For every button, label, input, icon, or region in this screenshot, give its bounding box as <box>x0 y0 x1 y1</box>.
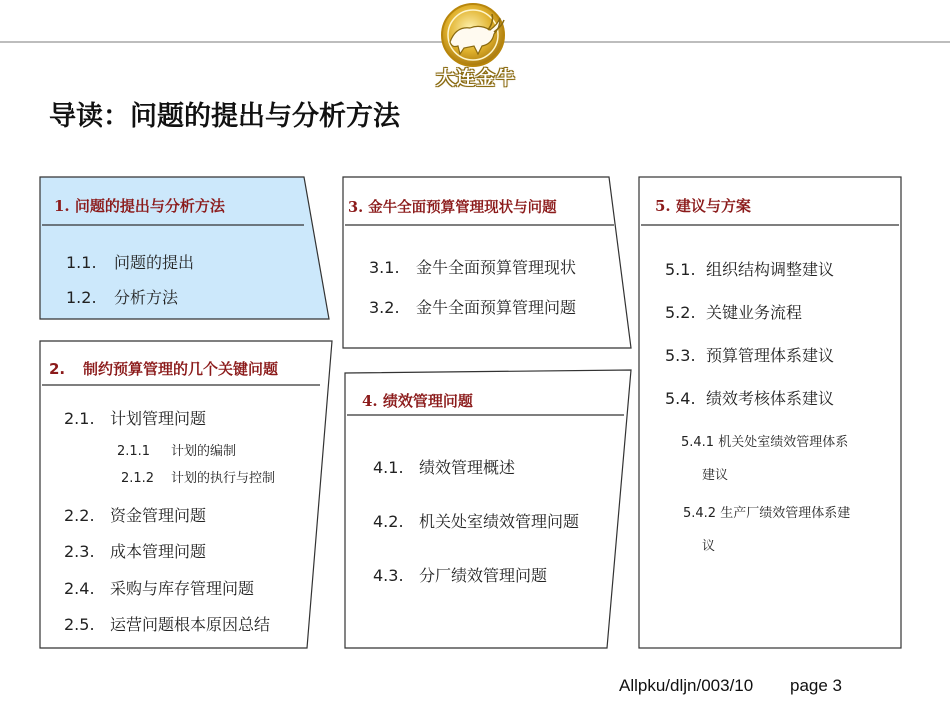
section-5-title: 5. 建议与方案 <box>655 197 751 215</box>
section-2-title: 2. 制约预算管理的几个关键问题 <box>49 360 279 378</box>
sub-list-item-line2: 建议 <box>702 468 729 483</box>
section-5-box <box>639 177 901 648</box>
sub-list-item-line1: 5.4.1 机关处室绩效管理体系 <box>681 435 849 450</box>
list-item: 2.3. 成本管理问题 <box>64 542 207 561</box>
sub-list-item: 2.1.1 计划的编制 <box>117 444 237 459</box>
section-1-title: 1. 问题的提出与分析方法 <box>54 197 225 215</box>
list-item: 4.3. 分厂绩效管理问题 <box>373 566 548 585</box>
list-item: 3.2. 金牛全面预算管理问题 <box>369 298 577 317</box>
list-item: 5.4. 绩效考核体系建议 <box>665 389 835 408</box>
section-3-title: 3. 金牛全面预算管理现状与问题 <box>348 199 557 216</box>
footer-page-number: page 3 <box>790 676 842 695</box>
list-item: 2.5. 运营问题根本原因总结 <box>64 615 271 634</box>
list-item: 4.2. 机关处室绩效管理问题 <box>373 512 580 531</box>
section-2-box <box>40 341 332 648</box>
list-item: 5.1. 组织结构调整建议 <box>665 260 835 279</box>
sub-list-item: 2.1.2 计划的执行与控制 <box>121 471 276 486</box>
list-item: 3.1. 金牛全面预算管理现状 <box>369 258 577 277</box>
list-item: 5.2. 关键业务流程 <box>665 303 803 322</box>
list-item: 4.1. 绩效管理概述 <box>373 458 516 477</box>
list-item: 1.1. 问题的提出 <box>66 253 195 272</box>
list-item: 2.1. 计划管理问题 <box>64 409 207 428</box>
page-title: 导读：问题的提出与分析方法 <box>49 101 400 132</box>
logo-text: 大连金牛 <box>435 67 516 89</box>
list-item: 1.2. 分析方法 <box>66 288 179 307</box>
list-item: 5.3. 预算管理体系建议 <box>665 346 835 365</box>
sub-list-item-line2: 议 <box>702 539 716 554</box>
list-item: 2.4. 采购与库存管理问题 <box>64 579 255 598</box>
section-4-title: 4. 绩效管理问题 <box>362 392 473 410</box>
list-item: 2.2. 资金管理问题 <box>64 506 207 525</box>
sub-list-item-line1: 5.4.2 生产厂绩效管理体系建 <box>683 506 851 521</box>
footer-doc-id: Allpku/dljn/003/10 <box>619 676 754 695</box>
